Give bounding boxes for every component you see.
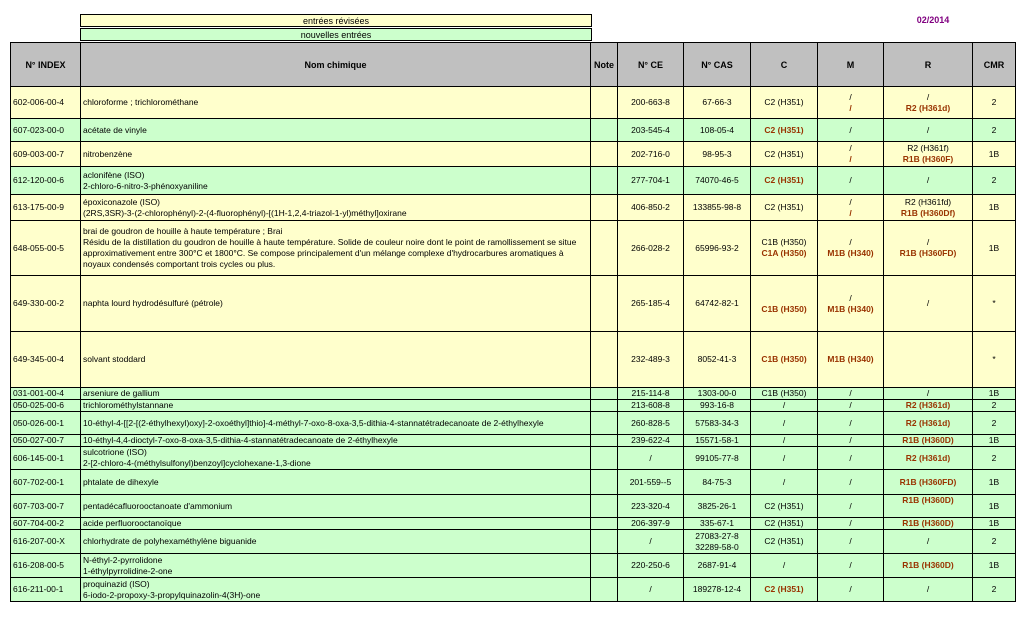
index-number: 050-026-00-1 [11,412,81,435]
c-classification: C2 (H351) [764,97,804,107]
chemical-name-line: acétate de vinyle [83,124,147,135]
r-cell [884,119,973,142]
cas-number: 99105-77-8 [684,447,751,470]
r-cell [884,435,973,447]
note [591,470,618,495]
chemical-name-line: 10-éthyl-4,4-dioctyl-7-oxo-8-oxa-3,5-dithia-4-stannatétradecanoate de 2-éthylhexyle [83,435,398,445]
chemical-name-line: N-éthyl-2-pyrrolidone [83,554,163,565]
cmr-table [10,42,1016,602]
table-row [11,447,1016,470]
c-classification: C2 (H351) [764,500,804,511]
chemical-name [81,195,591,221]
r-classification: R1B (H360F) [902,154,954,164]
r-cell [884,195,973,221]
r-classification: R1B (H360FD) [899,248,957,258]
chemical-name-line: 2-chloro-6-nitro-3-phénoxyaniline [83,180,208,191]
note [591,435,618,447]
m-classification: / [849,207,852,218]
header-index: N° INDEX [11,43,81,87]
r-classification: R1B (H360D) [902,435,954,445]
chemical-name [81,530,591,554]
cmr-category: 1B [973,435,1016,447]
table-row [11,518,1016,530]
cmr-category: 2 [973,400,1016,412]
m-classification: / [849,124,852,135]
m-classification: / [849,143,852,153]
note [591,388,618,400]
cas-number: 98-95-3 [684,142,751,167]
r-cell [884,518,973,530]
m-classification: / [849,237,852,247]
chemical-name-line: trichlorométhylstannane [83,400,174,410]
chemical-name [81,447,591,470]
note [591,447,618,470]
m-cell [818,87,884,119]
c-classification: C1B (H350) [761,388,807,398]
c-cell [751,195,818,221]
r-cell [884,388,973,400]
c-classification: / [782,560,786,570]
index-number: 602-006-00-4 [11,87,81,119]
chemical-name [81,554,591,578]
c-cell [751,400,818,412]
index-number: 607-704-00-2 [11,518,81,530]
r-classification: R2 (H361f) [907,143,949,153]
ce-number: 200-663-8 [618,87,684,119]
cmr-category: 2 [973,578,1016,602]
r-classification: R2 (H361d) [905,102,951,113]
m-cell [818,400,884,412]
index-number: 648-055-00-5 [11,221,81,276]
c-classification: C2 (H351) [764,175,804,185]
r-cell [884,554,973,578]
c-cell [751,554,818,578]
c-cell [751,87,818,119]
header-cas: N° CAS [684,43,751,87]
r-cell [884,412,973,435]
index-number: 649-330-00-2 [11,276,81,332]
header-m: M [818,43,884,87]
m-cell [818,470,884,495]
note [591,142,618,167]
cmr-category: 1B [973,554,1016,578]
cas-number: 64742-82-1 [684,276,751,332]
chemical-name-line: solvant stoddard [83,354,146,364]
c-cell [751,388,818,400]
table-row [11,332,1016,388]
cas-number: 67-66-3 [684,87,751,119]
c-cell [751,518,818,530]
r-classification [927,354,929,365]
index-number: 050-025-00-6 [11,400,81,412]
ce-number: 215-114-8 [618,388,684,400]
chemical-name [81,388,591,400]
ce-number: 201-559--5 [618,470,684,495]
table-row [11,495,1016,518]
cas-number: 133855-98-8 [684,195,751,221]
r-cell [884,276,973,332]
chemical-name-line: 6-iodo-2-propoxy-3-propylquinazolin-4(3H)-one [83,589,261,600]
c-cell [751,470,818,495]
note [591,518,618,530]
table-row [11,276,1016,332]
m-classification: / [849,292,852,303]
c-cell [751,167,818,195]
legend-new: nouvelles entrées [80,28,592,41]
m-classification: / [849,452,852,463]
ce-number: 406-850-2 [618,195,684,221]
chemical-name-line: sulcotrione (ISO) [83,447,147,457]
cas-number: 335-67-1 [684,518,751,530]
r-cell [884,530,973,554]
c-classification: C2 (H351) [764,518,804,528]
note [591,554,618,578]
ce-number: 213-608-8 [618,400,684,412]
c-cell [751,221,818,276]
c-classification: / [782,476,786,487]
chemical-name [81,518,591,530]
r-cell [884,221,973,276]
r-classification: R2 (H361d) [905,400,951,410]
index-number: 612-120-00-6 [11,167,81,195]
chemical-name [81,142,591,167]
table-row [11,221,1016,276]
r-classification: R1B (H360Df) [900,207,956,218]
r-classification: / [926,536,930,546]
m-classification: / [849,388,852,398]
chemical-name-line: 10-éthyl-4-[[2-[(2-éthylhexyl)oxy]-2-oxoéthyl]thio]-4-méthyl-7-oxo-8-oxa-3,5-dithia-4-stannatétradecanoate de 2-éthylhexyle [83,417,544,428]
cas-number: 57583-34-3 [684,412,751,435]
r-cell [884,495,973,518]
m-classification: / [849,435,852,445]
cmr-category: 1B [973,221,1016,276]
index-number: 606-145-00-1 [11,447,81,470]
chemical-name-line: époxiconazole (ISO) [83,196,161,207]
r-classification [927,506,929,517]
m-classification: / [849,102,852,113]
cas-number: 15571-58-1 [684,435,751,447]
header-c: C [751,43,818,87]
c-classification [783,293,785,304]
c-classification: C2 (H351) [764,202,804,212]
m-cell [818,518,884,530]
chemical-name-line: chlorhydrate de polyhexaméthylène biguanide [83,536,257,546]
r-classification: R2 (H361fd) [904,196,952,207]
r-classification: R1B (H360D) [902,560,954,570]
cas-number: 1303-00-0 [684,388,751,400]
m-classification: / [849,560,852,570]
cas-number: 189278-12-4 [684,578,751,602]
c-classification: C2 (H351) [764,584,804,594]
note [591,167,618,195]
m-cell [818,578,884,602]
ce-number: 239-622-4 [618,435,684,447]
chemical-name-line: phtalate de dihexyle [83,476,159,487]
cas-number: 65996-93-2 [684,221,751,276]
c-cell [751,495,818,518]
note [591,332,618,388]
r-classification: / [926,388,930,398]
m-classification: / [849,196,852,207]
m-classification: / [849,417,852,428]
c-cell [751,142,818,167]
chemical-name [81,412,591,435]
c-classification: / [782,435,786,445]
table-row [11,195,1016,221]
note [591,400,618,412]
header-row [11,43,1016,87]
header-r: R [884,43,973,87]
m-cell [818,119,884,142]
index-number: 031-001-00-4 [11,388,81,400]
r-classification: R1B (H360D) [902,495,954,505]
cmr-category: 1B [973,518,1016,530]
m-cell [818,447,884,470]
c-cell [751,578,818,602]
m-cell [818,412,884,435]
r-classification: / [926,175,930,185]
cmr-category: 1B [973,142,1016,167]
chemical-name [81,400,591,412]
c-classification: C1B (H350) [761,303,807,314]
table-row [11,578,1016,602]
cas-number: 8052-41-3 [684,332,751,388]
chemical-name [81,578,591,602]
chemical-name-line: pentadécafluorooctanoate d'ammonium [83,500,233,511]
cmr-category: 1B [973,195,1016,221]
chemical-name [81,276,591,332]
r-classification: R2 (H361d) [905,452,951,463]
chemical-name [81,87,591,119]
header-note: Note [591,43,618,87]
r-classification: / [926,237,930,247]
r-cell [884,447,973,470]
cas-number: 3825-26-1 [684,495,751,518]
chemical-name-line: 1-éthylpyrrolidine-2-one [83,565,173,576]
cas-number: 74070-46-5 [684,167,751,195]
m-classification: M1B (H340) [827,248,874,258]
header-ce: N° CE [618,43,684,87]
c-classification: C1A (H350) [761,248,807,258]
index-number: 050-027-00-7 [11,435,81,447]
table-row [11,119,1016,142]
r-classification: / [926,298,930,308]
ce-number: 206-397-9 [618,518,684,530]
ce-number: 265-185-4 [618,276,684,332]
chemical-name [81,332,591,388]
m-cell [818,167,884,195]
cmr-category: 2 [973,167,1016,195]
index-number: 613-175-00-9 [11,195,81,221]
c-classification: C2 (H351) [764,148,804,159]
cmr-category: * [973,332,1016,388]
cas-number: 27083-27-8 32289-58-0 [684,530,751,554]
chemical-name-line: brai de goudron de houille à haute température ; Brai [83,226,283,236]
ce-number: 277-704-1 [618,167,684,195]
cmr-category: 2 [973,412,1016,435]
m-cell [818,142,884,167]
note [591,412,618,435]
chemical-name-line: arseniure de gallium [83,388,160,398]
chemical-name-line: naphta lourd hydrodésulfuré (pétrole) [83,298,223,308]
index-number: 616-207-00-X [11,530,81,554]
c-classification: / [782,452,786,463]
note [591,87,618,119]
c-cell [751,435,818,447]
ce-number: 202-716-0 [618,142,684,167]
m-classification: / [849,154,852,164]
document-date: 02/2014 [916,15,950,25]
m-classification: / [849,500,852,511]
m-cell [818,332,884,388]
cmr-category: 1B [973,470,1016,495]
note [591,530,618,554]
m-classification: / [849,476,852,487]
chemical-name [81,119,591,142]
chemical-name [81,495,591,518]
table-row [11,167,1016,195]
chemical-name [81,221,591,276]
m-cell [818,276,884,332]
c-classification: C2 (H351) [764,536,804,546]
r-cell [884,332,973,388]
cmr-category: * [973,276,1016,332]
m-classification: / [849,91,852,102]
m-cell [818,195,884,221]
cmr-category: 2 [973,447,1016,470]
r-classification: R1B (H360FD) [899,476,957,487]
index-number: 607-023-00-0 [11,119,81,142]
cmr-category: 2 [973,530,1016,554]
r-classification: / [926,124,930,135]
ce-number: / [618,447,684,470]
cas-number: 84-75-3 [684,470,751,495]
r-cell [884,142,973,167]
m-cell [818,388,884,400]
table-row [11,412,1016,435]
index-number: 607-703-00-7 [11,495,81,518]
ce-number: 232-489-3 [618,332,684,388]
note [591,195,618,221]
chemical-name-line: aclonifène (ISO) [83,169,145,180]
r-cell [884,470,973,495]
cmr-category: 1B [973,495,1016,518]
m-classification: / [849,400,852,410]
r-cell [884,87,973,119]
m-cell [818,435,884,447]
c-cell [751,447,818,470]
r-classification: / [926,91,930,102]
ce-number: 223-320-4 [618,495,684,518]
ce-number: 220-250-6 [618,554,684,578]
m-classification: / [849,175,852,185]
ce-number: / [618,578,684,602]
note [591,578,618,602]
c-classification: C1B (H350) [761,354,807,364]
r-cell [884,578,973,602]
chemical-name [81,470,591,495]
c-classification: / [782,417,786,428]
chemical-name-line: nitrobenzène [83,148,133,159]
table-row [11,87,1016,119]
m-cell [818,221,884,276]
r-classification: R1B (H360D) [902,518,954,528]
r-classification: / [926,584,930,594]
table-row [11,400,1016,412]
m-cell [818,554,884,578]
r-classification: R2 (H361d) [905,417,951,428]
cas-number: 2687-91-4 [684,554,751,578]
table-row [11,554,1016,578]
c-cell [751,412,818,435]
ce-number: 266-028-2 [618,221,684,276]
c-classification: C2 (H351) [764,124,804,135]
index-number: 616-211-00-1 [11,578,81,602]
chemical-name-line: (2RS,3SR)-3-(2-chlorophényl)-2-(4-fluorophényl)-[(1H-1,2,4-triazol-1-yl)méthyl]oxirane [83,207,407,218]
ce-number: / [618,530,684,554]
chemical-name [81,167,591,195]
m-classification: / [849,584,852,594]
index-number: 616-208-00-5 [11,554,81,578]
chemical-name-line: 2-[2-chloro-4-(méthylsulfonyl)benzoyl]cyclohexane-1,3-dione [83,458,311,468]
index-number: 607-702-00-1 [11,470,81,495]
table-body [11,87,1016,602]
cmr-category: 2 [973,87,1016,119]
m-classification: M1B (H340) [827,303,874,314]
m-cell [818,530,884,554]
table-row [11,142,1016,167]
chemical-name-line: chloroforme ; trichlorométhane [83,97,199,107]
c-cell [751,119,818,142]
m-classification: / [849,518,852,528]
c-cell [751,276,818,332]
note [591,119,618,142]
table-row [11,435,1016,447]
r-cell [884,167,973,195]
c-cell [751,332,818,388]
index-number: 609-003-00-7 [11,142,81,167]
note [591,221,618,276]
header-cmr: CMR [973,43,1016,87]
m-cell [818,495,884,518]
chemical-name [81,435,591,447]
ce-number: 260-828-5 [618,412,684,435]
table-row [11,388,1016,400]
table-row [11,530,1016,554]
header-name: Nom chimique [81,43,591,87]
ce-number: 203-545-4 [618,119,684,142]
legend-revised: entrées révisées [80,14,592,27]
chemical-name-line: Résidu de la distillation du goudron de houille à haute température. Solide de couleur noire dont le point de ramollissement se situe approximativement entre 300°C et 1800°C. Se compose principalement d'un mélange complexe d'hydrocarbures aromatiques à noyaux condensés comportant trois cycles ou plus. [83,237,577,269]
cas-number: 993-16-8 [684,400,751,412]
chemical-name-line: acide perfluorooctanoïque [83,518,182,528]
c-cell [751,530,818,554]
m-classification: / [849,536,852,546]
c-classification: / [782,400,786,410]
cmr-category: 1B [973,388,1016,400]
cas-number: 108-05-4 [684,119,751,142]
c-classification: C1B (H350) [761,237,807,247]
chemical-name-line: proquinazid (ISO) [83,578,150,589]
table-row [11,470,1016,495]
note [591,495,618,518]
r-cell [884,400,973,412]
cmr-category: 2 [973,119,1016,142]
note [591,276,618,332]
index-number: 649-345-00-4 [11,332,81,388]
m-classification: M1B (H340) [827,354,874,364]
